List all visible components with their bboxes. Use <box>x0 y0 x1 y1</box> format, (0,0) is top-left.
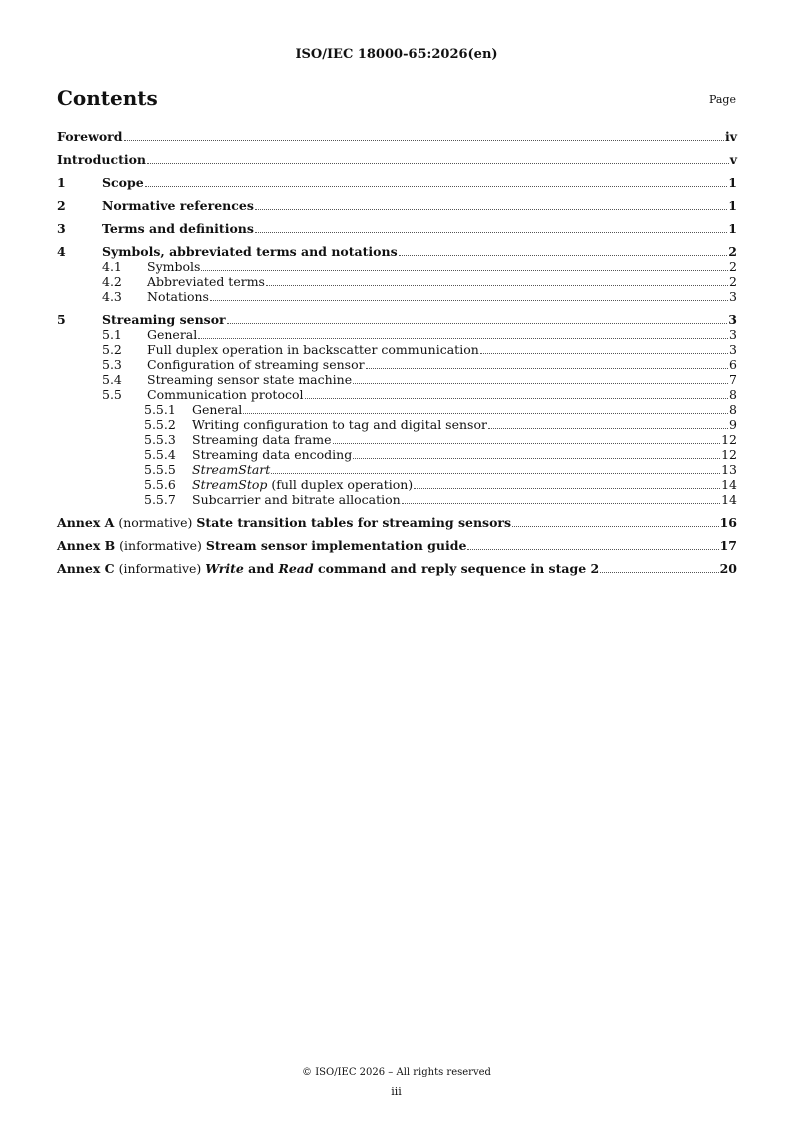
leader-dots <box>353 382 728 384</box>
leader-dots <box>271 472 720 474</box>
copyright-footer: © ISO/IEC 2026 – All rights reserved <box>302 1067 491 1078</box>
toc-entry-5-2[interactable] <box>57 342 737 357</box>
toc-entry-number: 4 <box>57 244 66 259</box>
annex-label: Annex B <box>57 538 116 553</box>
toc-entry-text: Foreword <box>57 129 123 144</box>
toc-entry-page: 1 <box>728 175 737 190</box>
toc-entry-number: 5.5.3 <box>144 432 176 447</box>
toc-entry-number: 5.4 <box>102 372 122 387</box>
toc-entry-text: Writing configuration to tag and digital sensor <box>192 417 487 432</box>
leader-dots <box>266 284 728 286</box>
toc-entry-text: General <box>192 402 243 417</box>
toc-entry-page: 1 <box>728 221 737 236</box>
toc-entry-text: Full duplex operation in backscatter communication <box>147 342 479 357</box>
toc-entry-page: 1 <box>728 198 737 213</box>
leader-dots <box>124 139 724 141</box>
toc-entry-number: 4.1 <box>102 259 122 274</box>
annex-type: (normative) <box>114 515 197 530</box>
document-header: ISO/IEC 18000-65:2026(en) <box>295 47 498 62</box>
toc-entry-text: and <box>243 561 279 576</box>
leader-dots <box>227 322 728 324</box>
toc-entry-text-italic: Read <box>278 561 314 576</box>
toc-entry-annex-a[interactable] <box>57 515 737 530</box>
page-column-label: Page <box>708 93 736 106</box>
toc-entry-text: command and reply sequence in stage 2 <box>313 561 600 576</box>
toc-entry-page: 2 <box>729 259 737 274</box>
toc-entry-text-italic: StreamStop <box>192 477 268 492</box>
toc-entry-5-5-1[interactable] <box>57 402 737 417</box>
leader-dots <box>198 337 728 339</box>
toc-entry-page: v <box>729 152 737 167</box>
leader-dots <box>488 427 728 429</box>
toc-entry-text: Communication protocol <box>147 387 304 402</box>
toc-entry-page: 13 <box>721 462 737 477</box>
toc-entry-4-1[interactable] <box>57 259 737 274</box>
toc-entry-text-italic: Write <box>205 561 244 576</box>
toc-entry-annex-b[interactable] <box>57 538 737 553</box>
leader-dots <box>414 487 720 489</box>
toc-entry-page: 17 <box>719 538 737 553</box>
toc-entry-4[interactable] <box>57 244 737 259</box>
toc-entry-page: 3 <box>729 289 737 304</box>
leader-dots <box>366 367 728 369</box>
toc-entry-5-5-7[interactable] <box>57 492 737 507</box>
leader-dots <box>467 548 718 550</box>
toc-entry-text: Symbols, abbreviated terms and notations <box>102 244 398 259</box>
toc-entry-text: Stream sensor implementation guide <box>205 538 467 553</box>
toc-entry-5-5-3[interactable] <box>57 432 737 447</box>
leader-dots <box>201 269 728 271</box>
toc-entry-number: 4.2 <box>102 274 122 289</box>
leader-dots <box>305 397 729 399</box>
toc-entry-page: 8 <box>729 387 737 402</box>
toc-entry-number: 1 <box>57 175 66 190</box>
toc-entry-text: Scope <box>102 175 144 190</box>
toc-entry-text: Streaming sensor state machine <box>147 372 353 387</box>
toc-entry-5-5-4[interactable] <box>57 447 737 462</box>
toc-entry-text: State transition tables for streaming sensors <box>196 515 512 530</box>
toc-entry-number: 5.5.5 <box>144 462 176 477</box>
toc-entry-number: 5.5.4 <box>144 447 176 462</box>
toc-entry-text: Introduction <box>57 152 147 167</box>
toc-entry-page: 3 <box>729 342 737 357</box>
toc-entry-page: 2 <box>729 274 737 289</box>
leader-dots <box>147 162 729 164</box>
toc-entry-introduction[interactable] <box>57 152 737 167</box>
toc-entry-page: 9 <box>729 417 737 432</box>
leader-dots <box>255 208 727 210</box>
toc-entry-number: 5.5.1 <box>144 402 176 417</box>
toc-entry-number: 5.5 <box>102 387 122 402</box>
toc-entry-5-4[interactable] <box>57 372 737 387</box>
toc-entry-text: Symbols <box>147 259 201 274</box>
leader-dots <box>353 457 720 459</box>
toc-entry-text: (full duplex operation) <box>267 477 414 492</box>
table-of-contents <box>57 129 737 576</box>
toc-entry-number: 5.2 <box>102 342 122 357</box>
toc-entry-page: 14 <box>721 492 737 507</box>
leader-dots <box>255 231 727 233</box>
toc-entry-page: 12 <box>721 447 737 462</box>
toc-entry-number: 5.5.2 <box>144 417 176 432</box>
leader-dots <box>145 185 728 187</box>
toc-entry-number: 5.5.6 <box>144 477 176 492</box>
page-number: iii <box>391 1085 402 1098</box>
toc-entry-5-3[interactable] <box>57 357 737 372</box>
toc-entry-page: 2 <box>728 244 737 259</box>
toc-entry-number: 5 <box>57 312 66 327</box>
toc-entry-3[interactable] <box>57 221 737 236</box>
toc-entry-page: 3 <box>729 327 737 342</box>
toc-entry-page: 14 <box>721 477 737 492</box>
toc-entry-page: 6 <box>729 357 737 372</box>
toc-entry-4-3[interactable] <box>57 289 737 304</box>
toc-entry-text: Streaming sensor <box>102 312 226 327</box>
toc-entry-text: Notations <box>147 289 209 304</box>
toc-entry-text: Streaming data encoding <box>192 447 353 462</box>
toc-entry-page: 7 <box>729 372 737 387</box>
leader-dots <box>333 442 721 444</box>
toc-entry-number: 3 <box>57 221 66 236</box>
toc-entry-5-5-2[interactable] <box>57 417 737 432</box>
toc-entry-5[interactable] <box>57 312 737 327</box>
page-title: Contents <box>57 86 158 110</box>
toc-entry-text: Configuration of streaming sensor <box>147 357 365 372</box>
toc-entry-5-1[interactable] <box>57 327 737 342</box>
toc-entry-text: Streaming data frame <box>192 432 332 447</box>
toc-entry-2[interactable] <box>57 198 737 213</box>
toc-entry-number: 2 <box>57 198 66 213</box>
toc-entry-number: 5.1 <box>102 327 122 342</box>
toc-entry-number: 5.5.7 <box>144 492 176 507</box>
toc-entry-text: StreamStart <box>192 462 271 477</box>
toc-entry-page: iv <box>724 129 737 144</box>
leader-dots <box>210 299 728 301</box>
leader-dots <box>600 571 718 573</box>
leader-dots <box>512 525 719 527</box>
toc-entry-text: General <box>147 327 198 342</box>
toc-entry-number: 5.3 <box>102 357 122 372</box>
toc-entry-1[interactable] <box>57 175 737 190</box>
toc-entry-page: 3 <box>728 312 737 327</box>
annex-label: Annex C <box>57 561 115 576</box>
toc-entry-page: 12 <box>721 432 737 447</box>
toc-entry-page: 8 <box>729 402 737 417</box>
toc-entry-5-5[interactable] <box>57 387 737 402</box>
leader-dots <box>402 502 720 504</box>
toc-entry-page: 20 <box>719 561 737 576</box>
annex-type: (informative) <box>114 561 206 576</box>
leader-dots <box>480 352 728 354</box>
toc-entry-annex-c[interactable] <box>57 561 737 576</box>
leader-dots <box>243 412 728 414</box>
toc-entry-5-5-6[interactable] <box>57 477 737 492</box>
toc-entry-4-2[interactable] <box>57 274 737 289</box>
toc-entry-number: 4.3 <box>102 289 122 304</box>
toc-entry-page: 16 <box>719 515 737 530</box>
annex-label: Annex A <box>57 515 115 530</box>
toc-entry-foreword[interactable] <box>57 129 737 144</box>
leader-dots <box>399 254 728 256</box>
toc-entry-5-5-5[interactable] <box>57 462 737 477</box>
annex-type: (informative) <box>115 538 206 553</box>
toc-entry-text: Subcarrier and bitrate allocation <box>192 492 401 507</box>
toc-entry-text: Abbreviated terms <box>147 274 265 289</box>
toc-entry-text: Normative references <box>102 198 254 213</box>
toc-entry-text: Terms and definitions <box>102 221 254 236</box>
